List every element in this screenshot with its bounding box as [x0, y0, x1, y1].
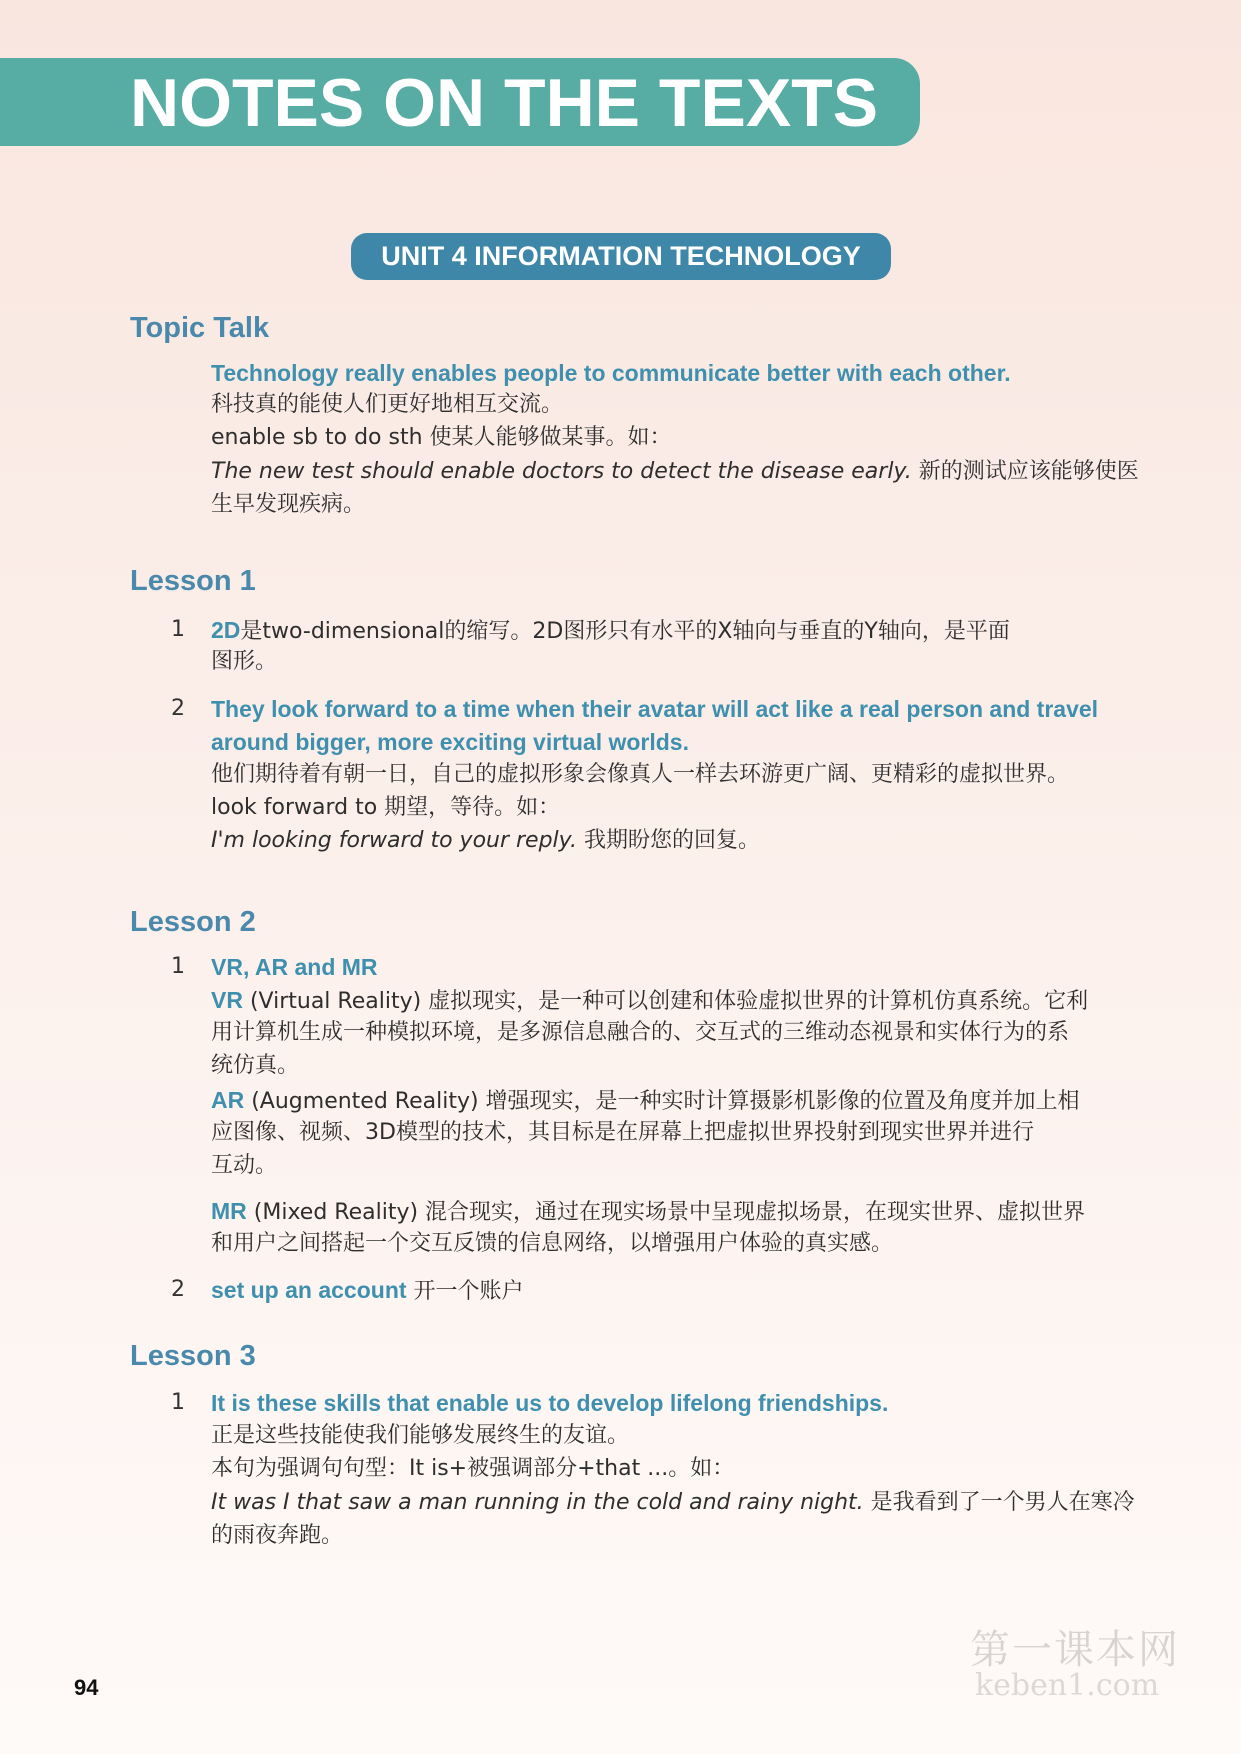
lesson1-item2-example	[211, 826, 1111, 856]
topic-talk-example-en: The new test should enable doctors to detect the disease early.	[211, 459, 912, 484]
lesson3-item1-sentence: It is these skills that enable us to develop lifelong friendships.	[211, 1390, 889, 1416]
lesson1-item2-sentence: They look forward to a time when their avatar will act like a real person and travel	[211, 696, 1099, 722]
lesson2-vr-line3: 统仿真。	[211, 1053, 300, 1078]
unit-badge: UNIT 4 INFORMATION TECHNOLOGY	[351, 233, 891, 280]
lesson2-item2-number: 2	[171, 1277, 185, 1302]
topic-talk-heading: Topic Talk	[130, 312, 270, 344]
lesson2-mr-line1	[211, 1196, 1111, 1228]
lesson2-mr-line2: 和用户之间搭起一个交互反馈的信息网络，以增强用户体验的真实感。	[211, 1231, 894, 1256]
lesson2-item2-text	[211, 1275, 1111, 1307]
lesson2-vr-line2: 用计算机生成一种模拟环境，是多源信息融合的、交互式的三维动态视景和实体行为的系	[211, 1020, 1070, 1045]
lesson2-vr-line1	[211, 985, 1111, 1017]
lesson1-item2-number: 2	[171, 696, 185, 721]
page-number: 94	[74, 1675, 99, 1700]
lesson1-item1-text	[211, 615, 1111, 647]
page-title: NOTES ON THE TEXTS	[130, 65, 879, 141]
lesson2-item1-title: VR, AR and MR	[211, 954, 378, 980]
lesson2-item2-term: set up an account	[211, 1277, 407, 1303]
lesson1-item1-number: 1	[171, 617, 185, 642]
topic-talk-phrase: enable sb to do sth 使某人能够做某事。如：	[211, 425, 672, 450]
lesson1-item2-example-en: I'm looking forward to your reply.	[211, 828, 577, 853]
lesson3-item1-translation: 正是这些技能使我们能够发展终生的友谊。	[211, 1423, 630, 1448]
watermark-zh: 第一课本网	[970, 1627, 1180, 1673]
lesson2-mr-desc: (Mixed Reality) 混合现实，通过在现实场景中呈现虚拟场景，在现实世界、虚拟世界	[246, 1200, 1086, 1225]
lesson3-item1-example-zh: 是我看到了一个男人在寒冷	[863, 1490, 1135, 1515]
lesson1-item1-desc-cont: 图形。	[211, 649, 278, 674]
lesson3-heading: Lesson 3	[130, 1340, 256, 1372]
lesson2-heading: Lesson 2	[130, 906, 256, 938]
watermark-en: keben1.com	[975, 1668, 1160, 1703]
lesson1-item1-term: 2D	[211, 617, 241, 643]
lesson2-ar-line2: 应图像、视频、3D模型的技术，其目标是在屏幕上把虚拟世界投射到现实世界并进行	[211, 1120, 1034, 1145]
topic-talk-example-zh: 新的测试应该能够使医	[911, 459, 1139, 484]
lesson2-vr-desc: (Virtual Reality) 虚拟现实，是一种可以创建和体验虚拟世界的计算机仿真系统。它利	[242, 989, 1089, 1014]
lesson3-item1-example-en: It was I that saw a man running in the cold and rainy night.	[211, 1490, 864, 1515]
lesson2-item2-translation: 开一个账户	[406, 1279, 524, 1304]
lesson2-vr-term: VR	[211, 987, 243, 1013]
topic-talk-sentence: Technology really enables people to communicate better with each other.	[211, 360, 1011, 386]
lesson2-ar-line3: 互动。	[211, 1153, 278, 1178]
lesson1-item2-phrase: look forward to 期望，等待。如：	[211, 795, 561, 820]
lesson3-item1-example	[211, 1488, 1135, 1518]
topic-talk-translation: 科技真的能使人们更好地相互交流。	[211, 392, 564, 417]
topic-talk-example-zh-cont: 生早发现疾病。	[211, 492, 366, 517]
lesson3-item1-number: 1	[171, 1390, 185, 1415]
lesson1-item2-translation: 他们期待着有朝一日，自己的虚拟形象会像真人一样去环游更广阔、更精彩的虚拟世界。	[211, 762, 1070, 787]
lesson2-ar-desc: (Augmented Reality) 增强现实，是一种实时计算摄影机影像的位置及角度并加上相	[244, 1089, 1080, 1114]
lesson2-mr-term: MR	[211, 1198, 247, 1224]
lesson1-item1-desc: 是two-dimensional的缩写。2D图形只有水平的X轴向与垂直的Y轴向，是平面	[240, 619, 1010, 644]
lesson2-ar-line1	[211, 1085, 1111, 1117]
lesson1-item2-example-zh: 我期盼您的回复。	[576, 828, 760, 853]
lesson2-ar-term: AR	[211, 1087, 245, 1113]
lesson3-item1-grammar: 本句为强调句句型：It is+被强调部分+that ...。如：	[211, 1456, 735, 1481]
lesson2-item1-number: 1	[171, 954, 185, 979]
topic-talk-example	[211, 457, 1139, 487]
lesson3-item1-example-zh-cont: 的雨夜奔跑。	[211, 1523, 344, 1548]
lesson1-item2-sentence-cont: around bigger, more exciting virtual worlds.	[211, 729, 689, 755]
lesson1-heading: Lesson 1	[130, 565, 256, 597]
